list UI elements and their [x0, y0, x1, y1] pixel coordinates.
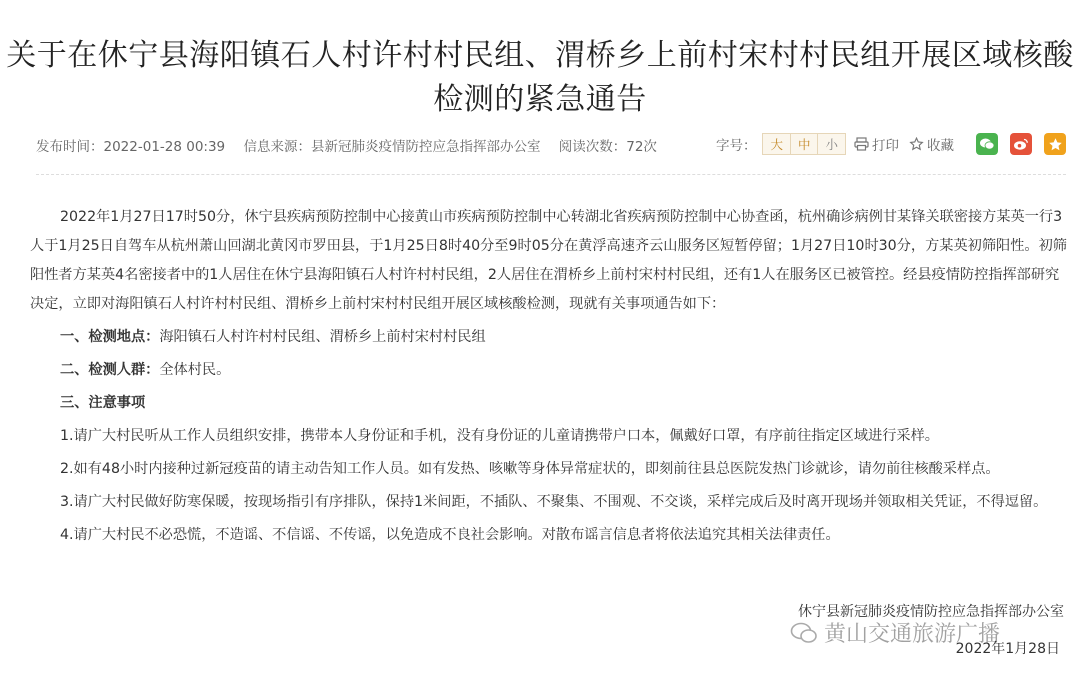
- weibo-icon: [1013, 137, 1029, 151]
- share-weibo-button[interactable]: [1010, 133, 1032, 155]
- share-wechat-button[interactable]: [976, 133, 998, 155]
- article-meta: [36, 133, 1066, 155]
- intro-paragraph: 2022年1月27日17时50分，休宁县疾病预防控制中心接黄山市疾病预防控制中心转湖北省疾病预防控制中心协查函，杭州确诊病例甘某锋关联密接方某英一行3人于1月25日自驾车从杭州萧山回湖北黄冈市罗田县，于1月25日8时40分至9时05分在黄浮高速齐云山服务区短暂停留；1月27日10时30分，方某英初筛阳性。初筛阳性者方某英4名密接者中的1人居住在休宁县海阳镇石人村许村村民组，2人居住在渭桥乡上前村宋村村民组，还有1人在服务区已被管控。经县疫情防控指挥部研究决定，立即对海阳镇石人村许村村民组、渭桥乡上前村宋村村民组开展区域核酸检测，现就有关事项通告如下：: [30, 209, 1067, 312]
- font-size-label: 字号：: [715, 138, 757, 154]
- section-label: 一、检测地点：: [60, 329, 160, 345]
- meta-tools: [716, 133, 1066, 155]
- section-test-population: [30, 356, 1070, 385]
- watermark-text: 黄山交通旅游广播: [824, 622, 1001, 647]
- read-count: 阅读次数：72次: [558, 139, 657, 155]
- print-label: 打印: [872, 138, 899, 154]
- section-text: 全体村民。: [159, 362, 231, 378]
- favorite-button[interactable]: [909, 134, 954, 154]
- wechat-outline-icon: [790, 621, 818, 645]
- printer-icon: [854, 137, 869, 151]
- note-item: 3.请广大村民做好防寒保暖，按现场指引有序排队，保持1米间距，不插队、不聚集、不围观、不交谈，采样完成后及时离开现场并领取相关凭证，不得逗留。: [60, 494, 1048, 510]
- page-title: 关于在休宁县海阳镇石人村许村村民组、渭桥乡上前村宋村村民组开展区域核酸检测的紧急通告: [6, 38, 1074, 117]
- meta-divider: [36, 174, 1066, 175]
- share-favorite-button[interactable]: [1044, 133, 1066, 155]
- signature-org: 休宁县新冠肺炎疫情防控应急指挥部办公室: [798, 604, 1064, 620]
- font-size-large-button[interactable]: 大: [763, 134, 791, 154]
- section-label: 三、注意事项: [60, 395, 146, 411]
- star-outline-icon: [909, 137, 924, 151]
- section-label: 二、检测人群：: [60, 362, 160, 378]
- note-item: 1.请广大村民听从工作人员组织安排，携带本人身份证和手机，没有身份证的儿童请携带户口本，佩戴好口罩，有序前往指定区域进行采样。: [60, 428, 939, 444]
- meta-info: [36, 135, 671, 155]
- print-button[interactable]: [854, 134, 899, 154]
- note-item: 4.请广大村民不必恐慌，不造谣、不信谣、不传谣，以免造成不良社会影响。对散布谣言信息者将依法追究其相关法律责任。: [60, 527, 840, 543]
- font-size-medium-button[interactable]: 中: [791, 134, 819, 154]
- info-source: 信息来源：县新冠肺炎疫情防控应急指挥部办公室: [243, 139, 541, 155]
- article-body: [30, 203, 1070, 550]
- note-item: 2.如有48小时内接种过新冠疫苗的请主动告知工作人员。如有发热、咳嗽等身体异常症状的，即刻前往县总医院发热门诊就诊，请勿前往核酸采样点。: [60, 461, 1000, 477]
- favorite-label: 收藏: [927, 138, 954, 154]
- signature-date: 2022年1月28日: [955, 641, 1060, 657]
- wechat-icon: [979, 137, 995, 151]
- section-test-location: [30, 323, 1070, 352]
- font-size-switcher: [762, 133, 846, 155]
- publish-time: 发布时间：2022-01-28 00:39: [36, 139, 226, 155]
- section-notes: [30, 389, 1070, 418]
- font-size-small-button[interactable]: 小: [825, 137, 838, 152]
- star-icon: [1048, 137, 1063, 152]
- section-text: 海阳镇石人村许村村民组、渭桥乡上前村宋村村民组: [159, 329, 486, 345]
